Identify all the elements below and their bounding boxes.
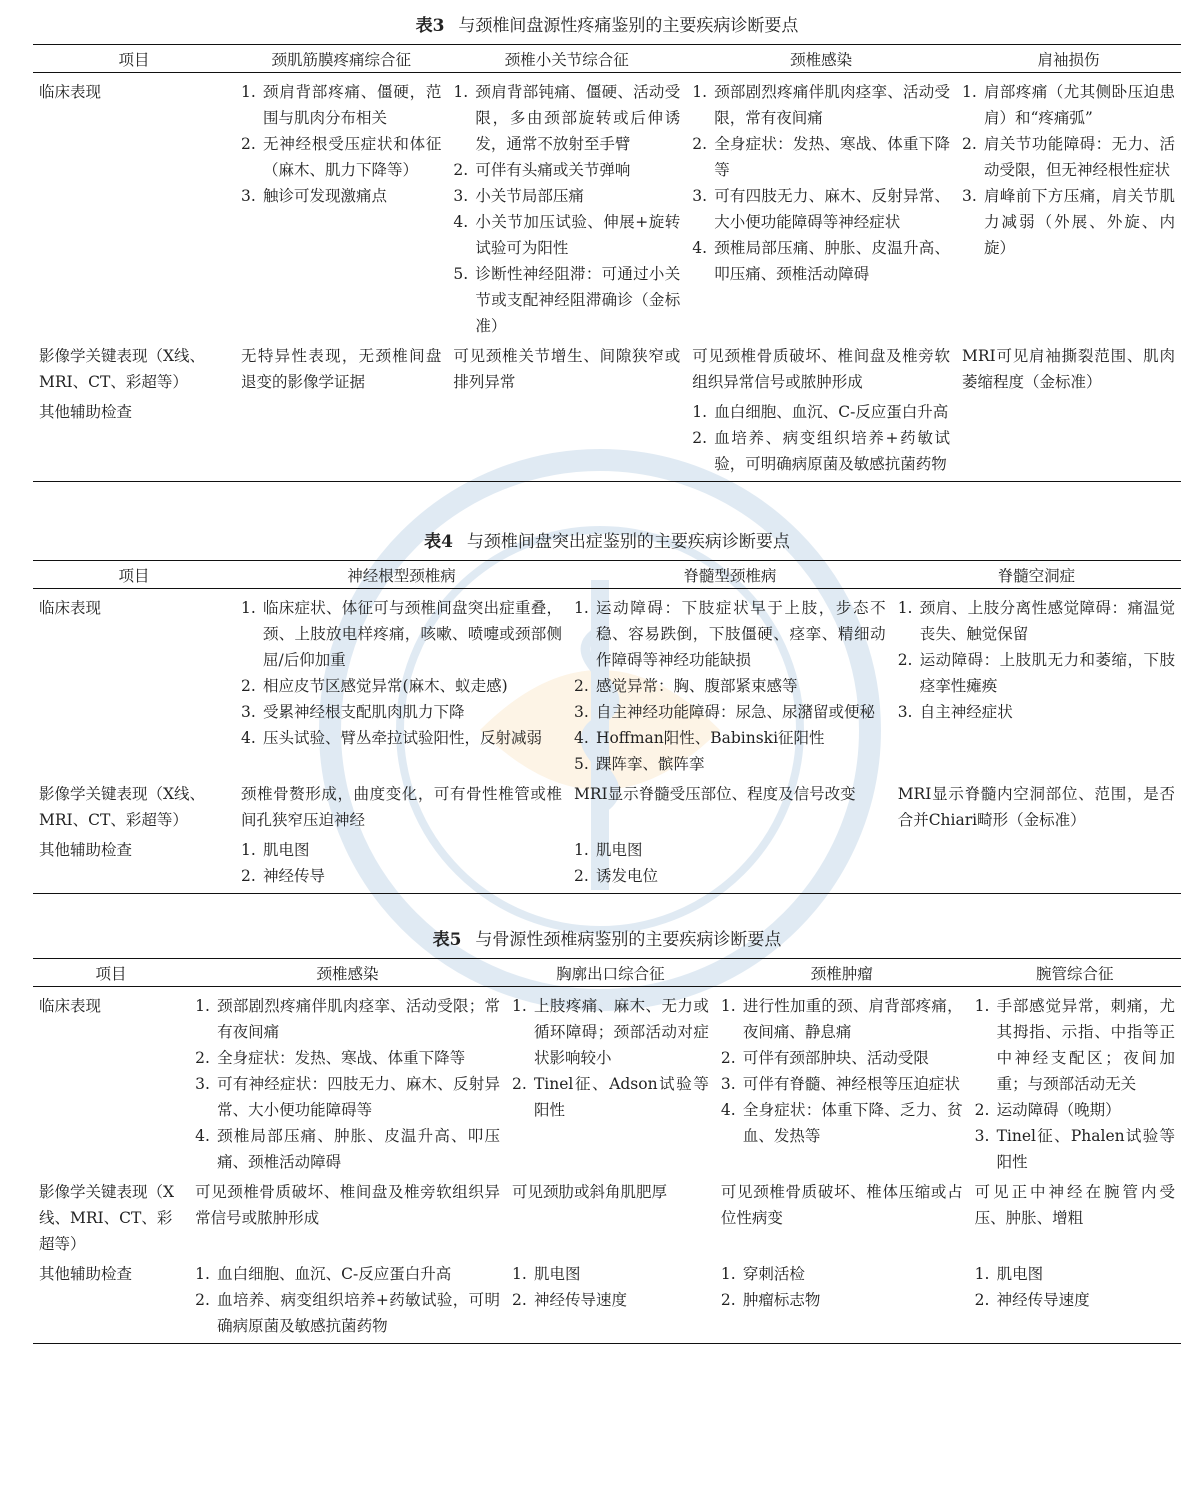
table-cell bbox=[189, 1177, 506, 1259]
list-item-text: 全身症状：发热、寒战、体重下降等 bbox=[217, 1049, 466, 1067]
list-item bbox=[692, 235, 950, 287]
list-item bbox=[512, 1287, 709, 1313]
table-spacer bbox=[33, 894, 1181, 928]
table-number: 表4 bbox=[424, 532, 453, 552]
table-row bbox=[33, 987, 1181, 1178]
list-item bbox=[195, 1287, 500, 1339]
list-item bbox=[241, 183, 441, 209]
list-item bbox=[574, 837, 886, 863]
list-item bbox=[898, 699, 1175, 725]
list-item bbox=[898, 647, 1175, 699]
numbered-list bbox=[574, 837, 886, 889]
list-item bbox=[241, 725, 562, 751]
table-caption bbox=[33, 14, 1181, 38]
list-item-number: 2. bbox=[974, 1101, 990, 1119]
list-item-number: 1. bbox=[511, 1265, 527, 1283]
list-item-text: 可有神经症状：四肢无力、麻木、反射异常、大小便功能障碍等 bbox=[217, 1075, 500, 1119]
list-item bbox=[692, 399, 950, 425]
list-item-text: 诊断性神经阻滞：可通过小关节或支配神经阻滞确诊（金标准） bbox=[475, 265, 681, 335]
list-item-number: 2. bbox=[961, 135, 977, 153]
numbered-list bbox=[975, 993, 1175, 1175]
list-item bbox=[512, 1261, 709, 1287]
list-item-text: 小关节加压试验、伸展+旋转试验可为阳性 bbox=[475, 213, 681, 257]
list-item bbox=[721, 1261, 963, 1287]
list-item bbox=[453, 157, 680, 183]
document-page bbox=[33, 14, 1181, 1344]
list-item-number: 2. bbox=[195, 1291, 210, 1309]
diagnosis-table bbox=[33, 560, 1181, 894]
table-cell bbox=[506, 1177, 715, 1259]
row-label: 其他辅助检查 bbox=[33, 1259, 189, 1344]
list-item-number: 2. bbox=[573, 867, 589, 885]
cell-text: 可见颈肋或斜角肌肥厚 bbox=[511, 1183, 667, 1201]
table-cell bbox=[686, 73, 956, 342]
table-header-row bbox=[33, 561, 1181, 589]
list-item bbox=[898, 595, 1175, 647]
table-cell bbox=[235, 73, 447, 342]
column-header-disease: 颈椎小关节综合征 bbox=[447, 45, 686, 73]
list-item bbox=[692, 79, 950, 131]
list-item-text: 肩部疼痛（尤其侧卧压迫患肩）和“疼痛弧” bbox=[983, 83, 1175, 127]
numbered-list bbox=[975, 1261, 1175, 1313]
table-caption bbox=[33, 530, 1181, 554]
list-item bbox=[574, 673, 886, 699]
list-item-text: 上肢疼痛、麻木、无力或循环障碍；颈部活动对症状影响较小 bbox=[533, 997, 709, 1067]
list-item-text: 触诊可发现激痛点 bbox=[263, 187, 388, 205]
list-item bbox=[574, 725, 886, 751]
numbered-list bbox=[241, 595, 562, 751]
list-item-number: 4. bbox=[573, 729, 589, 747]
list-item-number: 3. bbox=[195, 1075, 210, 1093]
list-item bbox=[975, 1287, 1175, 1313]
list-item-text: Tinel征、Adson试验等阳性 bbox=[533, 1075, 709, 1119]
list-item-number: 4. bbox=[453, 213, 469, 231]
row-label: 临床表现 bbox=[39, 997, 102, 1015]
list-item-number: 2. bbox=[241, 867, 256, 885]
list-item-text: 肿瘤标志物 bbox=[742, 1291, 821, 1309]
list-item-text: 神经传导 bbox=[263, 867, 326, 885]
diagnosis-table bbox=[33, 44, 1181, 482]
column-header-disease: 颈肌筋膜疼痛综合征 bbox=[235, 45, 447, 73]
column-header-disease: 脊髓空洞症 bbox=[892, 561, 1181, 589]
numbered-list bbox=[512, 993, 709, 1123]
table-cell bbox=[969, 1259, 1181, 1344]
column-header-disease: 肩袖损伤 bbox=[956, 45, 1181, 73]
list-item bbox=[721, 1287, 963, 1313]
table-cell bbox=[235, 341, 447, 397]
column-header-disease: 颈椎肿瘤 bbox=[715, 959, 969, 987]
list-item bbox=[241, 595, 562, 673]
list-item-text: 可伴有脊髓、神经根等压迫症状 bbox=[742, 1075, 960, 1093]
list-item-text: 肌电图 bbox=[595, 841, 643, 859]
list-item bbox=[975, 993, 1175, 1097]
table-caption bbox=[33, 928, 1181, 952]
list-item-text: 神经传导速度 bbox=[533, 1291, 627, 1309]
table-cell bbox=[892, 779, 1181, 835]
column-header-disease: 颈椎感染 bbox=[189, 959, 506, 987]
numbered-list bbox=[574, 595, 886, 777]
row-label: 其他辅助检查 bbox=[33, 835, 235, 894]
list-item-number: 2. bbox=[692, 135, 707, 153]
cell-text: 可见颈椎关节增生、间隙狭窄或排列异常 bbox=[453, 347, 681, 391]
table-block-4 bbox=[33, 530, 1181, 894]
list-item bbox=[574, 699, 886, 725]
table-row bbox=[33, 779, 1181, 835]
list-item bbox=[241, 837, 562, 863]
table-cell bbox=[715, 1177, 969, 1259]
cell-text: 无特异性表现，无颈椎间盘退变的影像学证据 bbox=[241, 347, 442, 391]
table-cell bbox=[189, 987, 506, 1178]
list-item bbox=[241, 131, 441, 183]
table-row bbox=[33, 1177, 1181, 1259]
list-item-text: 运动障碍：下肢症状早于上肢，步态不稳、容易跌倒，下肢僵硬、痉挛、精细动作障碍等神经功能缺损 bbox=[595, 599, 886, 669]
list-item bbox=[512, 993, 709, 1071]
numbered-list bbox=[721, 1261, 963, 1313]
list-item-text: 进行性加重的颈、肩背部疼痛，夜间痛、静息痛 bbox=[742, 997, 963, 1041]
list-item-text: 肌电图 bbox=[263, 841, 310, 859]
list-item bbox=[241, 79, 441, 131]
cell-text: 可见正中神经在腕管内受压、肿胀、增粗 bbox=[974, 1183, 1175, 1227]
list-item-number: 1. bbox=[573, 599, 589, 617]
list-item-number: 1. bbox=[573, 841, 589, 859]
list-item-number: 2. bbox=[241, 677, 256, 695]
list-item-number: 2. bbox=[511, 1291, 527, 1309]
list-item-text: 全身症状：体重下降、乏力、贫血、发热等 bbox=[742, 1101, 963, 1145]
list-item bbox=[453, 183, 680, 209]
list-item-number: 2. bbox=[720, 1291, 736, 1309]
list-item-text: 运动障碍（晚期） bbox=[996, 1101, 1121, 1119]
table-cell bbox=[686, 341, 956, 397]
table-row bbox=[33, 835, 1181, 894]
table-cell bbox=[447, 397, 686, 482]
list-item-number: 4. bbox=[692, 239, 707, 257]
list-item-number: 1. bbox=[974, 1265, 990, 1283]
row-label: 临床表现 bbox=[39, 599, 102, 617]
numbered-list bbox=[962, 79, 1175, 261]
list-item bbox=[453, 209, 680, 261]
table-cell bbox=[892, 835, 1181, 894]
cell-text: MRI显示脊髓内空洞部位、范围，是否合并Chiari畸形（金标准） bbox=[897, 785, 1175, 829]
list-item bbox=[195, 993, 500, 1045]
table-title: 与颈椎间盘源性疼痛鉴别的主要疾病诊断要点 bbox=[458, 16, 799, 36]
list-item-text: 肩峰前下方压痛，肩关节肌力减弱（外展、外旋、内旋） bbox=[983, 187, 1175, 257]
table-row bbox=[33, 397, 1181, 482]
list-item-number: 1. bbox=[692, 403, 707, 421]
table-row bbox=[33, 73, 1181, 342]
list-item-text: 诱发电位 bbox=[595, 867, 658, 885]
list-item bbox=[241, 863, 562, 889]
list-item-number: 2. bbox=[692, 429, 707, 447]
table-cell bbox=[892, 589, 1181, 780]
table-title: 与骨源性颈椎病鉴别的主要疾病诊断要点 bbox=[475, 930, 782, 950]
list-item-text: 手部感觉异常，刺痛，尤其拇指、示指、中指等正中神经支配区；夜间加重；与颈部活动无关 bbox=[996, 997, 1175, 1093]
list-item-text: 颈椎局部压痛、肿胀、皮温升高、叩压痛、颈椎活动障碍 bbox=[217, 1127, 500, 1171]
list-item bbox=[975, 1261, 1175, 1287]
list-item-text: 颈肩背部疼痛、僵硬，范围与肌肉分布相关 bbox=[263, 83, 442, 127]
numbered-list bbox=[721, 993, 963, 1149]
list-item-text: 颈椎局部压痛、肿胀、皮温升高、叩压痛、颈椎活动障碍 bbox=[714, 239, 950, 283]
list-item-number: 1. bbox=[897, 599, 913, 617]
table-cell bbox=[568, 835, 892, 894]
table-number: 表3 bbox=[415, 16, 445, 36]
table-cell bbox=[715, 1259, 969, 1344]
list-item-number: 2. bbox=[241, 135, 256, 153]
list-item-number: 1. bbox=[241, 83, 256, 101]
list-item-text: 可伴有颈部肿块、活动受限 bbox=[742, 1049, 929, 1067]
list-item-text: Tinel征、Phalen试验等阳性 bbox=[996, 1127, 1175, 1171]
column-header-disease: 神经根型颈椎病 bbox=[235, 561, 568, 589]
list-item-number: 2. bbox=[720, 1049, 736, 1067]
list-item-number: 3. bbox=[241, 187, 256, 205]
list-item-number: 1. bbox=[241, 599, 256, 617]
list-item bbox=[512, 1071, 709, 1123]
list-item-number: 1. bbox=[453, 83, 469, 101]
list-item-number: 4. bbox=[241, 729, 256, 747]
numbered-list bbox=[241, 79, 441, 209]
list-item-text: 踝阵挛、髌阵挛 bbox=[595, 755, 705, 773]
list-item-number: 3. bbox=[453, 187, 469, 205]
list-item bbox=[692, 183, 950, 235]
numbered-list bbox=[195, 1261, 500, 1339]
list-item-text: 受累神经根支配肌肉肌力下降 bbox=[263, 703, 465, 721]
list-item-text: 颈肩背部钝痛、僵硬、活动受限，多由颈部旋转或后伸诱发，通常不放射至手臂 bbox=[475, 83, 681, 153]
list-item-number: 5. bbox=[453, 265, 469, 283]
table-cell bbox=[969, 987, 1181, 1178]
list-item-number: 5. bbox=[573, 755, 589, 773]
table-header-row bbox=[33, 959, 1181, 987]
list-item-number: 1. bbox=[961, 83, 977, 101]
table-cell bbox=[235, 589, 568, 780]
table-cell bbox=[568, 779, 892, 835]
table-cell bbox=[715, 987, 969, 1178]
list-item-number: 4. bbox=[720, 1101, 736, 1119]
list-item-number: 2. bbox=[511, 1075, 527, 1093]
list-item-text: 肩关节功能障碍：无力、活动受限，但无神经根性症状 bbox=[983, 135, 1175, 179]
table-cell bbox=[956, 73, 1181, 342]
list-item-text: 自主神经症状 bbox=[919, 703, 1013, 721]
table-spacer bbox=[33, 482, 1181, 530]
numbered-list bbox=[898, 595, 1175, 725]
list-item-number: 4. bbox=[195, 1127, 210, 1145]
table-title: 与颈椎间盘突出症鉴别的主要疾病诊断要点 bbox=[466, 532, 790, 552]
numbered-list bbox=[692, 79, 950, 287]
list-item bbox=[975, 1123, 1175, 1175]
table-cell bbox=[447, 73, 686, 342]
list-item-text: 穿刺活检 bbox=[742, 1265, 805, 1283]
list-item bbox=[692, 131, 950, 183]
list-item-text: 感觉异常：胸、腹部紧束感等 bbox=[595, 677, 798, 695]
column-header-disease: 脊髓型颈椎病 bbox=[568, 561, 892, 589]
list-item-number: 1. bbox=[720, 997, 736, 1015]
list-item-text: 血白细胞、血沉、C-反应蛋白升高 bbox=[217, 1265, 452, 1283]
list-item bbox=[721, 1045, 963, 1071]
table-cell bbox=[506, 1259, 715, 1344]
table-row bbox=[33, 589, 1181, 780]
list-item-text: 肌电图 bbox=[533, 1265, 581, 1283]
list-item bbox=[574, 863, 886, 889]
list-item-text: 自主神经功能障碍：尿急、尿潴留或便秘 bbox=[595, 703, 875, 721]
list-item-number: 1. bbox=[195, 997, 210, 1015]
list-item bbox=[241, 673, 562, 699]
list-item-text: 颈肩、上肢分离性感觉障碍：痛温觉丧失、触觉保留 bbox=[919, 599, 1175, 643]
list-item bbox=[195, 1071, 500, 1123]
table-cell bbox=[235, 779, 568, 835]
list-item-text: 肌电图 bbox=[996, 1265, 1044, 1283]
list-item bbox=[453, 261, 680, 339]
list-item-text: 全身症状：发热、寒战、体重下降等 bbox=[714, 135, 950, 179]
list-item-number: 1. bbox=[511, 997, 527, 1015]
list-item-text: 临床症状、体征可与颈椎间盘突出症重叠，颈、上肢放电样疼痛，咳嗽、喷嚏或颈部侧屈/后仰加重 bbox=[263, 599, 562, 669]
list-item bbox=[574, 595, 886, 673]
list-item-number: 1. bbox=[195, 1265, 210, 1283]
list-item bbox=[195, 1261, 500, 1287]
list-item-number: 1. bbox=[241, 841, 256, 859]
table-cell bbox=[956, 397, 1181, 482]
list-item-text: 颈部剧烈疼痛伴肌肉痉挛、活动受限，常有夜间痛 bbox=[714, 83, 950, 127]
list-item bbox=[975, 1097, 1175, 1123]
list-item bbox=[195, 1045, 500, 1071]
list-item bbox=[962, 183, 1175, 261]
list-item-number: 3. bbox=[573, 703, 589, 721]
table-header-row bbox=[33, 45, 1181, 73]
list-item-number: 3. bbox=[720, 1075, 736, 1093]
list-item-text: 可有四肢无力、麻木、反射异常、大小便功能障碍等神经症状 bbox=[714, 187, 950, 231]
list-item-number: 3. bbox=[897, 703, 913, 721]
row-label: 临床表现 bbox=[39, 83, 102, 101]
column-header-item: 项目 bbox=[33, 45, 235, 73]
list-item bbox=[962, 131, 1175, 183]
table-row bbox=[33, 341, 1181, 397]
table-cell bbox=[447, 341, 686, 397]
numbered-list bbox=[241, 837, 562, 889]
cell-text: MRI显示脊髓受压部位、程度及信号改变 bbox=[573, 785, 856, 803]
row-label: 影像学关键表现（X线、MRI、CT、彩超等） bbox=[39, 1183, 175, 1253]
list-item-text: 血白细胞、血沉、C-反应蛋白升高 bbox=[714, 403, 949, 421]
column-header-disease: 颈椎感染 bbox=[686, 45, 956, 73]
list-item bbox=[195, 1123, 500, 1175]
list-item-text: 颈部剧烈疼痛伴肌肉痉挛、活动受限；常有夜间痛 bbox=[217, 997, 500, 1041]
table-block-3 bbox=[33, 14, 1181, 482]
numbered-list bbox=[195, 993, 500, 1175]
table-cell bbox=[506, 987, 715, 1178]
row-label: 影像学关键表现（X线、MRI、CT、彩超等） bbox=[39, 785, 206, 829]
list-item-text: 可伴有头痛或关节弹响 bbox=[475, 161, 631, 179]
cell-text: 可见颈椎骨质破坏、椎间盘及椎旁软组织异常信号或脓肿形成 bbox=[195, 1183, 500, 1227]
table-block-5 bbox=[33, 928, 1181, 1344]
column-header-disease: 腕管综合征 bbox=[969, 959, 1181, 987]
list-item bbox=[721, 993, 963, 1045]
column-header-item: 项目 bbox=[33, 959, 189, 987]
numbered-list bbox=[453, 79, 680, 339]
list-item-number: 2. bbox=[974, 1291, 990, 1309]
list-item-number: 2. bbox=[453, 161, 469, 179]
list-item bbox=[692, 425, 950, 477]
cell-text: 可见颈椎骨质破坏、椎体压缩或占位性病变 bbox=[720, 1183, 963, 1227]
table-cell bbox=[189, 1259, 506, 1344]
list-item-number: 1. bbox=[692, 83, 707, 101]
table-number: 表5 bbox=[432, 930, 462, 950]
list-item bbox=[721, 1097, 963, 1149]
list-item-text: 血培养、病变组织培养+药敏试验，可明确病原菌及敏感抗菌药物 bbox=[217, 1291, 500, 1335]
numbered-list bbox=[692, 399, 950, 477]
list-item bbox=[721, 1071, 963, 1097]
list-item-number: 3. bbox=[241, 703, 256, 721]
table-cell bbox=[235, 835, 568, 894]
row-label: 其他辅助检查 bbox=[33, 397, 235, 482]
table-cell bbox=[568, 589, 892, 780]
column-header-item: 项目 bbox=[33, 561, 235, 589]
table-row bbox=[33, 1259, 1181, 1344]
list-item bbox=[453, 79, 680, 157]
list-item-number: 1. bbox=[720, 1265, 736, 1283]
cell-text: 可见颈椎骨质破坏、椎间盘及椎旁软组织异常信号或脓肿形成 bbox=[692, 347, 950, 391]
list-item-number: 2. bbox=[195, 1049, 210, 1067]
list-item bbox=[241, 699, 562, 725]
table-cell bbox=[235, 397, 447, 482]
list-item-text: 神经传导速度 bbox=[996, 1291, 1090, 1309]
list-item-number: 1. bbox=[974, 997, 990, 1015]
numbered-list bbox=[512, 1261, 709, 1313]
list-item-number: 3. bbox=[961, 187, 977, 205]
list-item bbox=[574, 751, 886, 777]
list-item-text: 运动障碍：上肢肌无力和萎缩，下肢痉挛性瘫痪 bbox=[919, 651, 1175, 695]
list-item-number: 2. bbox=[897, 651, 913, 669]
list-item-text: Hoffman阳性、Babinski征阳性 bbox=[595, 729, 825, 747]
list-item-text: 无神经根受压症状和体征（麻木、肌力下降等） bbox=[263, 135, 442, 179]
diagnosis-table bbox=[33, 958, 1181, 1344]
list-item-text: 相应皮节区感觉异常(麻木、蚁走感) bbox=[263, 677, 508, 695]
list-item-number: 3. bbox=[692, 187, 707, 205]
table-cell bbox=[969, 1177, 1181, 1259]
table-cell bbox=[956, 341, 1181, 397]
column-header-disease: 胸廓出口综合征 bbox=[506, 959, 715, 987]
list-item-text: 血培养、病变组织培养+药敏试验，可明确病原菌及敏感抗菌药物 bbox=[714, 429, 950, 473]
row-label: 影像学关键表现（X线、MRI、CT、彩超等） bbox=[39, 347, 206, 391]
list-item-number: 3. bbox=[974, 1127, 990, 1145]
list-item-text: 压头试验、臂丛牵拉试验阳性，反射减弱 bbox=[263, 729, 543, 747]
cell-text: MRI可见肩袖撕裂范围、肌肉萎缩程度（金标准） bbox=[961, 347, 1175, 391]
list-item-number: 2. bbox=[573, 677, 589, 695]
table-cell bbox=[686, 397, 956, 482]
list-item bbox=[962, 79, 1175, 131]
list-item-text: 小关节局部压痛 bbox=[475, 187, 584, 205]
cell-text: 颈椎骨赘形成，曲度变化，可有骨性椎管或椎间孔狭窄压迫神经 bbox=[241, 785, 562, 829]
